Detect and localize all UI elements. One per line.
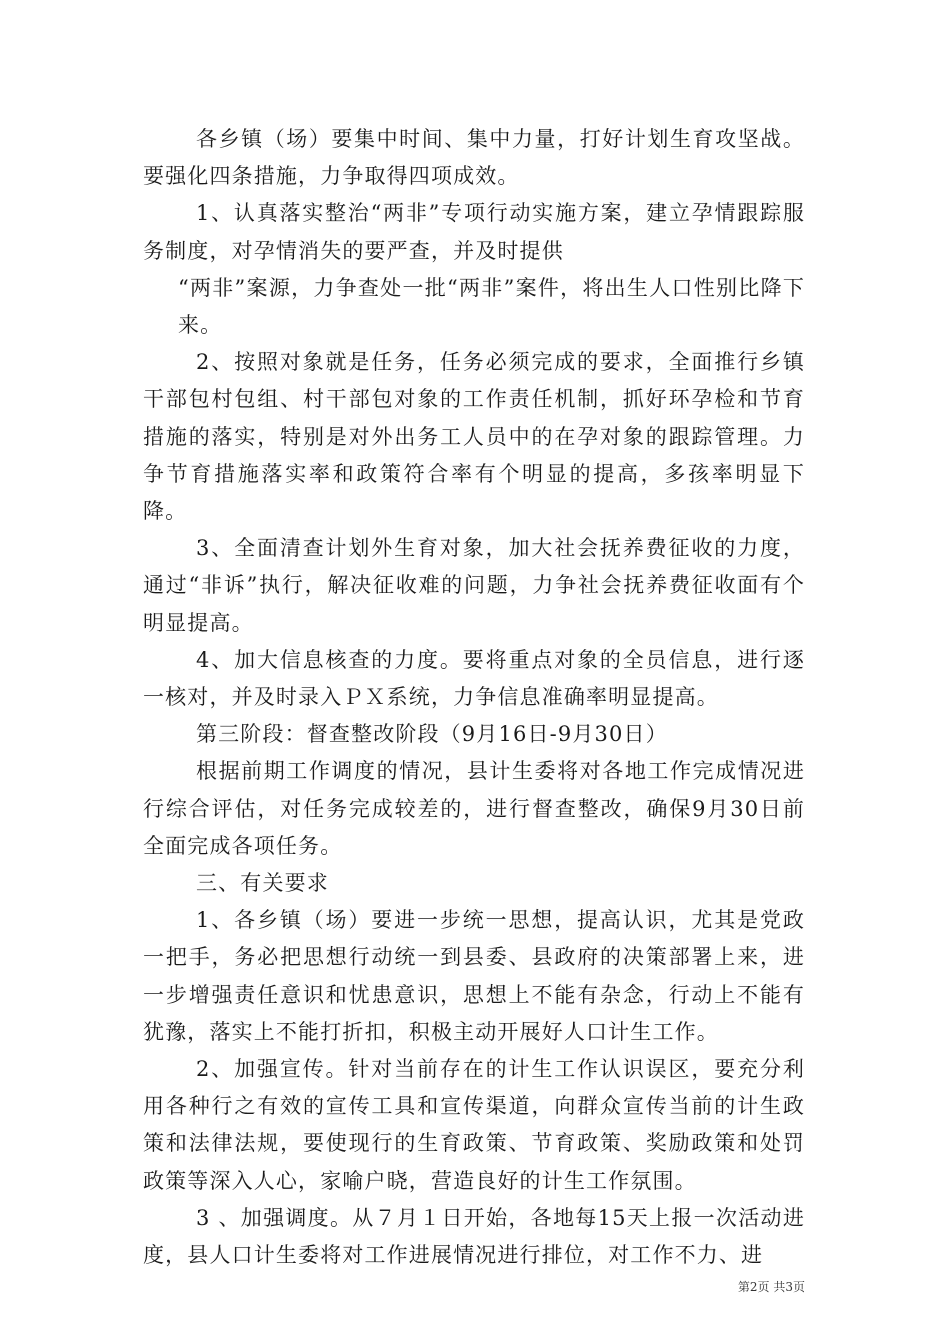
- section-heading-stage-3: 第三阶段：督查整改阶段（9月16日-9月30日）: [196, 722, 668, 747]
- paragraph-stage-3: 根据前期工作调度的情况，县计生委将对各地工作完成情况进行综合评估，对任务完成较差的，进行督查整改，确保9月30日前全面完成各项任务。: [143, 759, 805, 858]
- paragraph-requirement-2: 2、加强宣传。针对当前存在的计生工作认识误区，要充分利用各种行之有效的宣传工具和宣传渠道，向群众宣传当前的计生政策和法律法规，要使现行的生育政策、节育政策、奖励政策和处罚政策等深入人心，家喻户晓，营造良好的计生工作氛围。: [143, 1057, 805, 1193]
- paragraph-measure-3: 3、全面清查计划外生育对象，加大社会抚养费征收的力度，通过“非诉”执行，解决征收难的问题，力争社会抚养费征收面有个明显提高。: [143, 536, 805, 635]
- paragraph-requirement-3: 3 、加强调度。从７月１日开始，各地每15天上报一次活动进度，县人口计生委将对工作进展情况进行排位，对工作不力、进: [143, 1205, 805, 1268]
- paragraph-requirement-1: 1、各乡镇（场）要进一步统一思想，提高认识，尤其是党政一把手，务必把思想行动统一到县委、县政府的决策部署上来，进一步增强责任意识和忧患意识，思想上不能有杂念，行动上不能有犹豫，落实上不能打折扣，积极主动开展好人口计生工作。: [143, 908, 805, 1044]
- paragraph-measure-1: 1、认真落实整治“两非”专项行动实施方案，建立孕情跟踪服务制度，对孕情消失的要严查，并及时提供: [143, 201, 805, 263]
- paragraph-measure-4: 4、加大信息核查的力度。要将重点对象的全员信息，进行逐一核对，并及时录入ＰＸ系统，力争信息准确率明显提高。: [143, 647, 805, 710]
- document-body: [143, 121, 805, 1274]
- section-heading-requirements: 三、有关要求: [196, 871, 329, 896]
- paragraph-intro: 各乡镇（场）要集中时间、集中力量，打好计划生育攻坚战。要强化四条措施，力争取得四项成效。: [143, 127, 805, 189]
- paragraph-measure-2: 2、按照对象就是任务，任务必须完成的要求，全面推行乡镇干部包村包组、村干部包对象的工作责任机制，抓好环孕检和节育措施的落实，特别是对外出务工人员中的在孕对象的跟踪管理。力争节育措施落实率和政策符合率有个明显的提高，多孩率明显下降。: [143, 350, 805, 524]
- paragraph-measure-1-cont: “两非”案源，力争查处一批“两非”案件，将出生人口性别比降下来。: [178, 275, 805, 338]
- page-number: 第2页 共3页: [737, 1280, 805, 1294]
